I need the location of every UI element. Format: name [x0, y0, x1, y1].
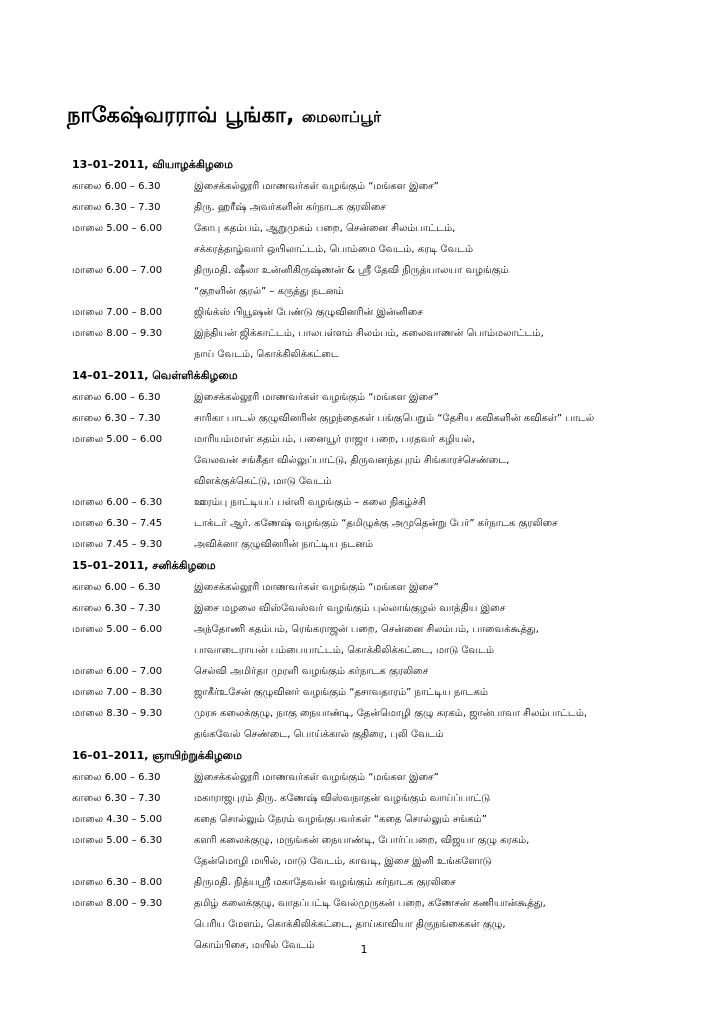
event-description-line: களரி கலைக்குழு, மருங்கன் நையாண்டி, போர்ப்பறை, விஜயா குழு கரகம்,: [194, 835, 530, 846]
day-header: 13–01–2011, வியாழக்கிழமை: [72, 158, 233, 171]
title-sub: மைலாப்பூர்: [301, 108, 382, 126]
event-description: [194, 534, 672, 555]
schedule-row: [72, 830, 672, 872]
event-description-line: டாக்டர் ஆர். கணேஷ் வழங்கும் “தமிழுக்கு அமுதென்று பேர்” கர்நாடக குரலிசை: [194, 518, 558, 529]
event-description-line: கோபு கதம்பம், ஆறுமுகம் பறை, சென்னை சிலம்பாட்டம்,: [194, 223, 456, 234]
event-description-line: இசைக்கல்லூரி மாணவர்கள் வழங்கும் “மங்கள இசை”: [194, 392, 439, 403]
event-description: [194, 661, 672, 682]
event-time: காலை 6.30 – 7.30: [72, 603, 161, 614]
event-description-line: ஜிங்க்ஸ் பியூஷன் பேண்டு குழுவினரின் இன்னிசை: [194, 307, 423, 318]
event-time: காலை 6.00 – 6.30: [72, 392, 161, 403]
day-section: [72, 745, 672, 956]
event-description-line: இசைக்கல்லூரி மாணவர்கள் வழங்கும் “மங்கள இசை”: [194, 181, 439, 192]
schedule-row: [72, 323, 672, 365]
event-description-line: “குறளின் குரல்” – கருத்து நடனம்: [194, 286, 344, 297]
event-description: [194, 872, 672, 893]
event-description-line: பாவாடைராயன் பம்பையாட்டம், கொக்கிலிக்கட்டை, மாடு வேடம்: [194, 645, 494, 656]
event-description-line: இசை மழலை விஸ்வேஸ்வர் வழங்கும் புல்லாங்குழல் வாத்திய இசை: [194, 603, 506, 614]
event-description-line: முரசு கலைக்குழு, நாகு நையாண்டி, தேன்மொழி குழு கரகம், ஜான்பாவா சிலம்பாட்டம்,: [194, 708, 588, 719]
event-time: மாலை 6.30 – 7.45: [72, 518, 163, 529]
title-main: நாகேஷ்வரராவ் பூங்கா,: [67, 103, 295, 127]
schedule-row: [72, 682, 672, 703]
event-description: [194, 703, 672, 745]
schedule-row: [72, 197, 672, 218]
schedule-row: [72, 513, 672, 534]
event-description: [194, 767, 672, 788]
schedule-row: [72, 788, 672, 809]
event-description: [194, 788, 672, 809]
schedule-row: [72, 809, 672, 830]
event-description: [194, 830, 672, 872]
event-time: மாலை 6.30 – 8.00: [72, 877, 163, 888]
event-time: மாலை 7.00 – 8.30: [72, 687, 163, 698]
event-description-line: இசைக்கல்லூரி மாணவர்கள் வழங்கும் “மங்கள இசை”: [194, 582, 439, 593]
event-description-line: மாரியம்மாள் கதம்பம், பனையூர் ராஜா பறை, பரதவர் கழியல்,: [194, 434, 475, 445]
event-description: [194, 387, 672, 408]
day-header: 15–01–2011, சனிக்கிழமை: [72, 559, 216, 572]
day-section: [72, 555, 672, 745]
event-description-line: தமிழ் கலைக்குழு, வாதப்பட்டி வேல்முருகன் பறை, கணேசன் கணியான்கூத்து,: [194, 898, 546, 909]
event-time: மாலை 5.00 – 6.30: [72, 835, 163, 846]
event-description-line: மகாராஜபுரம் திரு. கணேஷ் விஸ்வநாதன் வழங்கும் வாய்ப்பாட்டு: [194, 793, 491, 804]
event-time: மாலை 7.00 – 8.00: [72, 307, 163, 318]
schedule-row: [72, 598, 672, 619]
event-description-line: திரு. ஹரீஷ் அவர்களின் கர்நாடக குரலிசை: [194, 202, 386, 213]
event-description-line: திருமதி. நித்யஸ்ரீ மகாதேவன் வழங்கும் கர்நாடக குரலிசை: [194, 877, 456, 888]
event-description-line: பெரிய மேளம், கொக்கிலிக்கட்டை, தாய்காவியா திருநங்கைகள் குழு,: [194, 919, 506, 930]
event-description-line: அவிக்னா குழுவினரின் நாட்டிய நடனம்: [194, 539, 374, 550]
event-description-line: சாரிகா பாடல் குழுவினரின் குழந்தைகள் பங்குபெறும் “தேசிய கவிகளின் கவிகள்” பாடல்: [194, 413, 595, 424]
event-description: [194, 809, 672, 830]
event-time: காலை 6.30 – 7.30: [72, 413, 161, 424]
schedule-row: [72, 429, 672, 492]
schedule-row: [72, 302, 672, 323]
page-number: 1: [360, 943, 368, 956]
event-time: மாலை 5.00 – 6.00: [72, 624, 163, 635]
event-description: [194, 429, 672, 492]
event-description-line: திருமதி. ஷீலா உன்னிகிருஷ்ணன் & ஸ்ரீ தேவி நிருத்யாலயா வழங்கும்: [194, 265, 509, 276]
event-description-line: இந்தியன் ஜிக்காட்டம், பாலபள்ளம் சிலம்பம், கலைவாணன் பொம்மலாட்டம்,: [194, 328, 544, 339]
day-header: 16–01–2011, ஞாயிற்றுக்கிழமை: [72, 749, 242, 762]
event-description: [194, 513, 672, 534]
event-description-line: ஊரம்பு நாட்டியப் பள்ளி வழங்கும் – கலை நிகழ்ச்சி: [194, 497, 426, 508]
event-description: [194, 492, 672, 513]
day-section: [72, 154, 672, 365]
event-description-line: இசைக்கல்லூரி மாணவர்கள் வழங்கும் “மங்கள இசை”: [194, 772, 439, 783]
schedule-row: [72, 703, 672, 745]
schedule-row: [72, 661, 672, 682]
event-description: [194, 218, 672, 260]
page-title: [67, 103, 381, 130]
schedule-row: [72, 619, 672, 661]
schedule-row: [72, 408, 672, 429]
schedule-row: [72, 872, 672, 893]
schedule: [72, 154, 672, 956]
event-time: மாலை 6.00 – 7.00: [72, 666, 163, 677]
event-description: [194, 408, 672, 429]
schedule-row: [72, 387, 672, 408]
event-time: மாலை 4.30 – 5.00: [72, 814, 163, 825]
event-time: மாலை 8.00 – 9.30: [72, 898, 163, 909]
event-time: காலை 6.00 – 6.30: [72, 772, 161, 783]
day-section: [72, 365, 672, 555]
event-description: [194, 577, 672, 598]
schedule-row: [72, 218, 672, 260]
event-description: [194, 619, 672, 661]
event-description: [194, 260, 672, 302]
event-time: மாலை 8.00 – 9.30: [72, 328, 163, 339]
event-time: காலை 6.30 – 7.30: [72, 202, 161, 213]
event-time: மாலை 6.00 – 6.30: [72, 497, 163, 508]
event-description-line: வேலவன் சங்கீதா வில்லுப்பாட்டு, திருவனந்தபுரம் சிங்காரச்செண்டை,: [194, 455, 510, 466]
event-time: காலை 6.30 – 7.30: [72, 793, 161, 804]
day-header: 14–01–2011, வெள்ளிக்கிழமை: [72, 369, 238, 382]
schedule-row: [72, 492, 672, 513]
event-description-line: செல்வி அமிர்தா முரளி வழங்கும் கர்நாடக குரலிசை: [194, 666, 429, 677]
event-time: மாலை 5.00 – 6.00: [72, 434, 163, 445]
event-description: [194, 682, 672, 703]
event-description-line: தங்கவேல் செண்டை, பொய்க்கால் குதிரை, புலி வேடம்: [194, 729, 444, 740]
event-description-line: அந்தோணி கதம்பம், ரெங்கராஜன் பறை, சென்னை சிலம்பம், பாவைக்கூத்து,: [194, 624, 539, 635]
event-description: [194, 197, 672, 218]
event-description-line: நாய் வேடம், கொக்கிலிக்கட்டை: [194, 349, 339, 360]
event-description-line: சக்கரத்தாழ்வார் ஒயிலாட்டம், பொம்மை வேடம், கரடி வேடம்: [194, 244, 474, 255]
schedule-row: [72, 260, 672, 302]
event-time: மாலை 8.30 – 9.30: [72, 708, 163, 719]
schedule-row: [72, 577, 672, 598]
event-description: [194, 598, 672, 619]
event-time: காலை 6.00 – 6.30: [72, 181, 161, 192]
schedule-row: [72, 767, 672, 788]
event-description: [194, 323, 672, 365]
event-time: மாலை 6.00 – 7.00: [72, 265, 163, 276]
event-time: காலை 6.00 – 6.30: [72, 582, 161, 593]
event-description-line: கொம்பிசை, மயில் வேடம்: [194, 940, 315, 951]
schedule-row: [72, 534, 672, 555]
event-description: [194, 302, 672, 323]
event-description-line: விளக்குக்கெட்டு, மாடு வேடம்: [194, 476, 332, 487]
event-description-line: கதை சொல்லும் நேரம் வழங்குபவர்கள் “கதை சொல்லும் சங்கம்”: [194, 814, 487, 825]
event-description-line: ஜாகீர்உசேன் குழுவினர் வழங்கும் “தசாவதாரம்” நாட்டிய நாடகம்: [194, 687, 488, 698]
event-time: மாலை 7.45 – 9.30: [72, 539, 163, 550]
schedule-row: [72, 176, 672, 197]
event-description: [194, 176, 672, 197]
event-description-line: தேன்மொழி மயில், மாடு வேடம், காவடி, இசை இனி உங்களோடு: [194, 856, 492, 867]
event-time: மாலை 5.00 – 6.00: [72, 223, 163, 234]
